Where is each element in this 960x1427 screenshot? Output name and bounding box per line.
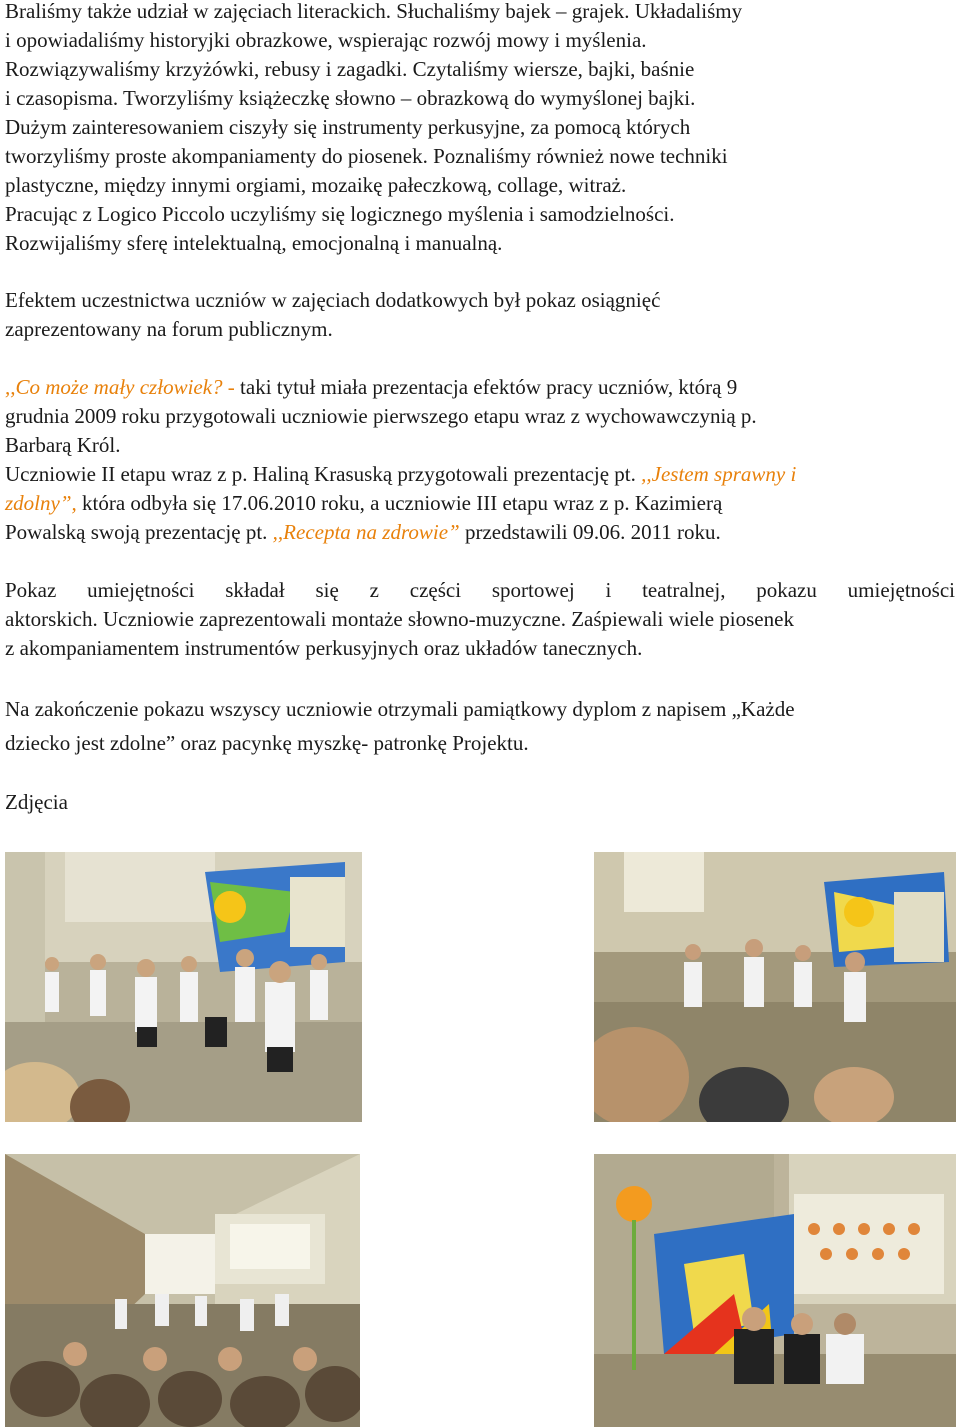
text-line: z akompaniamentem instrumentów perkusyjnych oraz układów tanecznych. — [5, 636, 643, 660]
paragraph-presentations — [5, 373, 796, 547]
text-line: Pokaz umiejętności składał się z części sportowej i teatralnej, pokazu umiejętności — [5, 578, 955, 602]
text-line: i opowiadaliśmy historyjki obrazkowe, wspierając rozwój mowy i myślenia. — [5, 28, 647, 52]
text-span: taki tytuł miała prezentacja efektów pracy uczniów, którą 9 — [234, 375, 738, 399]
text-line: Barbarą Król. — [5, 433, 121, 457]
paragraph-show-description — [5, 576, 955, 663]
text-line — [5, 460, 796, 489]
text-line: tworzyliśmy proste akompaniamenty do piosenek. Poznaliśmy również nowe techniki — [5, 144, 728, 168]
text-line — [5, 518, 796, 547]
photo-illustration — [594, 852, 956, 1122]
text-line: Efektem uczestnictwa uczniów w zajęciach dodatkowych był pokaz osiągnięć — [5, 288, 661, 312]
text-line: Pracując z Logico Piccolo uczyliśmy się logicznego myślenia i samodzielności. — [5, 202, 675, 226]
title-dash: - — [222, 375, 235, 399]
text-line — [5, 489, 796, 518]
text-line: dziecko jest zdolne” oraz pacynkę myszkę- patronkę Projektu. — [5, 731, 529, 755]
text-line — [5, 373, 796, 402]
presentation-title-2: ,,Jestem sprawny i — [641, 462, 797, 486]
presentation-title-3: ,,Recepta na zdrowie” — [272, 520, 460, 544]
text-line: grudnia 2009 roku przygotowali uczniowie pierwszego etapu wraz z wychowawczynią p. — [5, 404, 757, 428]
text-line: aktorskich. Uczniowie zaprezentowali montaże słowno-muzyczne. Zaśpiewali wiele piosenek — [5, 607, 794, 631]
text-line: Dużym zainteresowaniem ciszyły się instrumenty perkusyjne, za pomocą których — [5, 115, 691, 139]
text-line: Na zakończenie pokazu wszyscy uczniowie otrzymali pamiątkowy dyplom z napisem „Każde — [5, 697, 795, 721]
photos-heading: Zdjęcia — [5, 790, 68, 814]
photo-illustration — [5, 1154, 360, 1427]
text-span: Uczniowie II etapu wraz z p. Haliną Krasuską przygotowali prezentację pt. — [5, 462, 642, 486]
photo-teachers-stage — [594, 1154, 956, 1427]
text-line: i czasopisma. Tworzyliśmy książeczkę słowno – obrazkową do wymyślonej bajki. — [5, 86, 696, 110]
paragraph-effects — [5, 286, 660, 344]
photo-illustration — [5, 852, 362, 1122]
text-span: przedstawili 09.06. 2011 roku. — [459, 520, 721, 544]
photo-corridor-audience — [5, 1154, 360, 1427]
paragraph-literary-activities — [5, 0, 742, 258]
text-line: plastyczne, między innymi orgiami, mozaikę pałeczkową, collage, witraż. — [5, 173, 627, 197]
text-line: zaprezentowany na forum publicznym. — [5, 317, 333, 341]
text-line: Rozwijaliśmy sferę intelektualną, emocjonalną i manualną. — [5, 231, 503, 255]
photo-illustration — [594, 1154, 956, 1427]
text-span: Powalską swoją prezentację pt. — [5, 520, 273, 544]
text-line: Braliśmy także udział w zajęciach literackich. Słuchaliśmy bajek – grajek. Układaliśmy — [5, 0, 743, 23]
text-line: Rozwiązywaliśmy krzyżówki, rebusy i zagadki. Czytaliśmy wiersze, bajki, baśnie — [5, 57, 695, 81]
photo-children-performing — [594, 852, 956, 1122]
paragraph-diplomas — [5, 692, 955, 760]
text-span: która odbyła się 17.06.2010 roku, a uczniowie III etapu wraz z p. Kazimierą — [76, 491, 723, 515]
photo-children-dancing — [5, 852, 362, 1122]
presentation-title-1: ,,Co może mały człowiek? — [5, 375, 223, 399]
presentation-title-2-cont: zdolny”, — [5, 491, 77, 515]
